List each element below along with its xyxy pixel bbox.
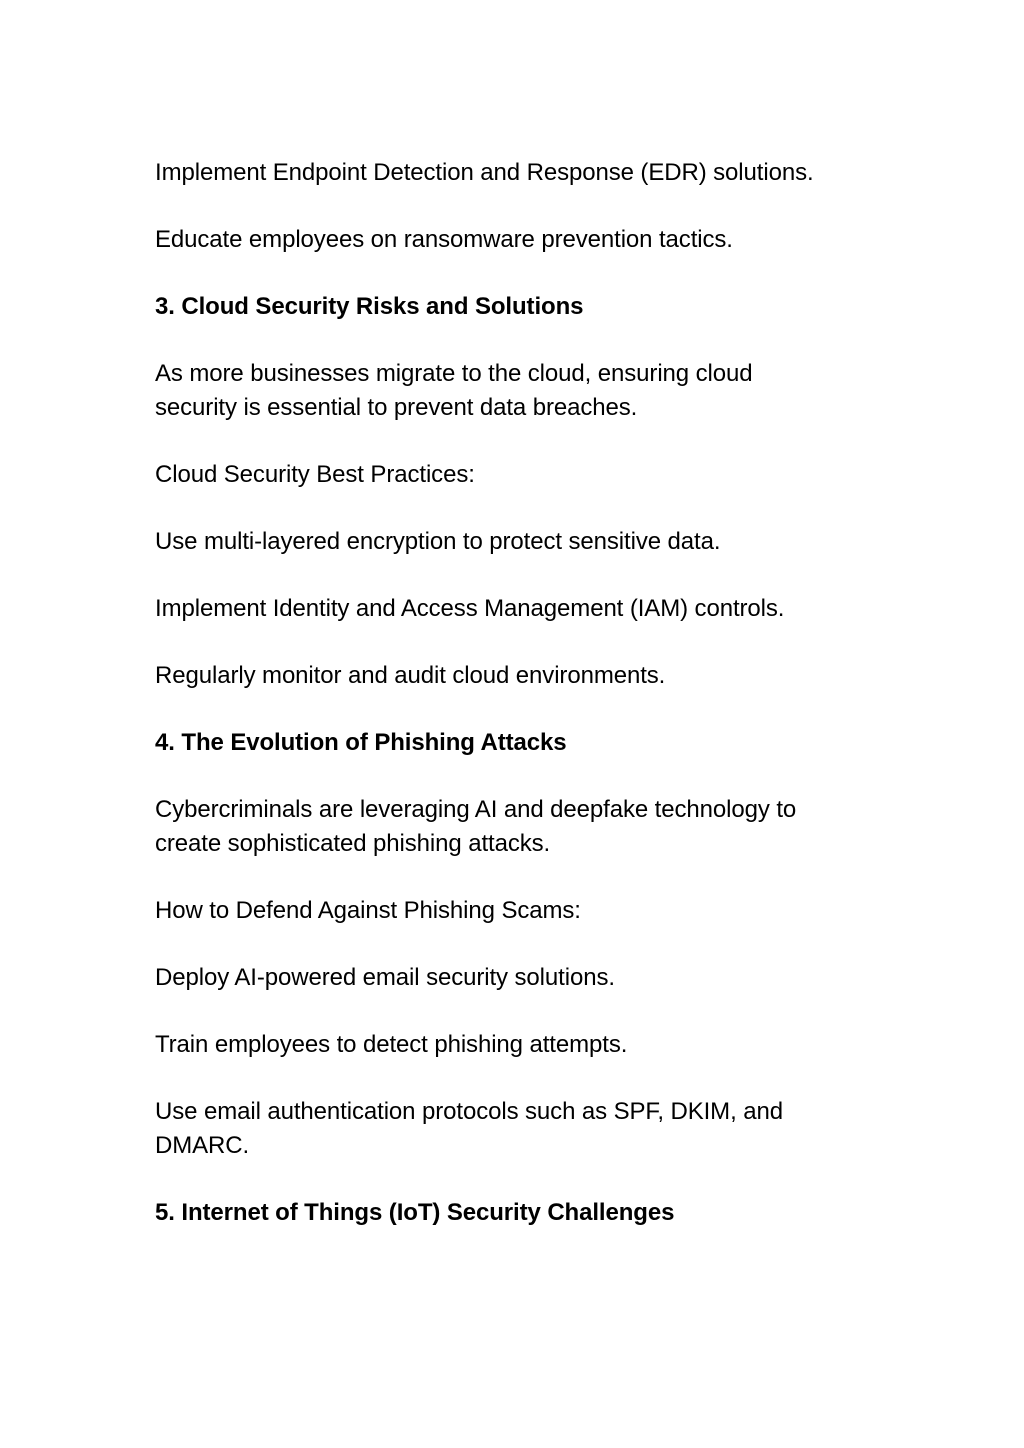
section-heading-cloud-security: 3. Cloud Security Risks and Solutions [155, 293, 584, 320]
cloud-security-intro: As more businesses migrate to the cloud, ensuring cloud security is essential to prevent data breaches. [155, 360, 753, 421]
iam-recommendation: Implement Identity and Access Management (IAM) controls. [155, 595, 785, 622]
phishing-intro: Cybercriminals are leveraging AI and deepfake technology to create sophisticated phishing attacks. [155, 796, 797, 857]
email-security-recommendation: Deploy AI-powered email security solutions. [155, 964, 615, 991]
phishing-defense-label: How to Defend Against Phishing Scams: [155, 897, 581, 924]
section-heading-phishing: 4. The Evolution of Phishing Attacks [155, 729, 567, 756]
encryption-recommendation: Use multi-layered encryption to protect sensitive data. [155, 528, 721, 555]
section-heading-iot-security: 5. Internet of Things (IoT) Security Challenges [155, 1199, 675, 1226]
cloud-best-practices-label: Cloud Security Best Practices: [155, 461, 475, 488]
edr-recommendation: Implement Endpoint Detection and Response (EDR) solutions. [155, 159, 814, 186]
phishing-training-recommendation: Train employees to detect phishing attempts. [155, 1031, 628, 1058]
document-page [155, 156, 855, 1263]
ransomware-education-recommendation: Educate employees on ransomware prevention tactics. [155, 226, 733, 253]
cloud-monitoring-recommendation: Regularly monitor and audit cloud environments. [155, 662, 666, 689]
email-authentication-recommendation: Use email authentication protocols such as SPF, DKIM, and DMARC. [155, 1098, 783, 1159]
